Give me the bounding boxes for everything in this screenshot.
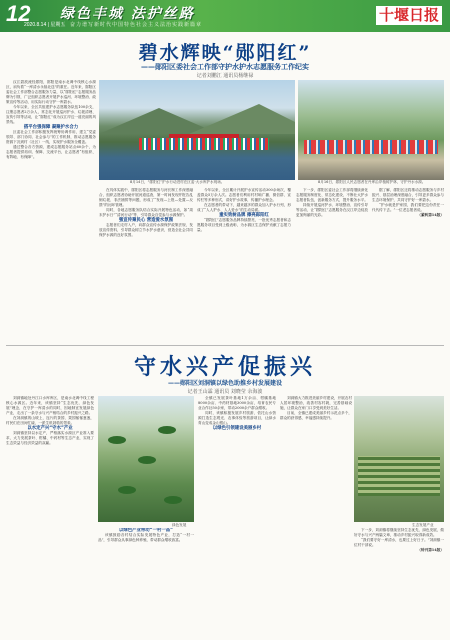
continued-note: （转刊第14版） [417,548,444,552]
paragraph: 刘洞镇地处丹江口水库库区，是南水北调中线工程核心水源区。近年来，该镇坚持“生态优先、绿色发展”理念，在守护一库清水的同时，因地制宜发展绿色产业，走出了一条守水与兴产相结合的乡村振兴之路。 [6,396,94,415]
paragraph: “郧阳红”志愿服务品牌持续擦亮，一批优秀志愿者和志愿服务项目受到上级表彰，为水源区生态保护贡献了志愿力量。 [197,218,291,232]
paragraph: 该镇鼓励各村结合实际发展特色产业，打造“一村一品”，引导群众从事绿色种养殖，带动群众增收致富。 [98,533,194,542]
story2-field-photo [354,396,444,522]
paragraph: 同时，该镇积极发展乡村旅游，依托山水资源打造生态观光、农事体验等旅游项目，让绿水青山变成金山银山。 [198,411,276,425]
continued-note: （紧转第14版） [417,213,444,217]
story1-column-b [99,188,193,342]
story1-side-photo [298,80,444,180]
story1-column-d [296,188,368,342]
paragraph: 在具体实践中，郧阳区将志愿服务与河长制工作深度融合，组织志愿者协助开展河道巡查，第一时间发现并报告乱倒垃圾、非法捕捞等问题，形成了“发现—上报—处置—反馈”的闭环管理。 [99,188,193,207]
section-heading: 重实效树品牌 擦亮郧阳红 [219,213,269,218]
paragraph: 汉江碧波流经郧阳，郧阳是南水北调中线核心水源区，肩负着“一库清水永续北送”的重任。近年来，郧阳区委社会工作部整合志愿服务力量，以“郧阳红”志愿服务品牌为引领，广泛组织志愿者开展护水巡河、环境整治、政策宣传等活动，用实际行动守护一库碧水。 [6,80,96,104]
story2-column-i [280,396,352,636]
paragraph: 下一步，郧阳区委社会工作部将继续深化志愿服务制度化、常态化建设，不断壮大护水志愿者队伍，创新服务方式，提升服务水平。 [296,188,368,202]
section-heading: 以水定产兴“守水”产业 [27,426,73,431]
volunteer-group [139,138,269,150]
photo-caption-right-2: 生态发展产业 [412,523,434,527]
section-heading: 以绿色引领建设美丽乡村 [212,426,262,431]
crop-rows [358,456,440,496]
paragraph: 目前，全镇已建成美丽乡村示范点多个，群众的获得感、幸福感持续提升。 [280,411,352,420]
masthead-banner [0,0,450,32]
paragraph: 通过整合各方资源，建成志愿服务站点60余个，为志愿者提供培训、保障、交流平台，让志愿者“有组织、有阵地、有保障”。 [6,145,96,159]
paragraph: 志愿者们走村入户，向群众宣传水源保护政策法规，发放宣传资料，引导群众树立节水护水意识，营造全社会共同保护水源的良好氛围。 [99,223,193,237]
story2-column-j [354,528,444,636]
story-divider [6,345,444,346]
paragraph: 刘洞镇坚持以水定产，严格落实水源区产业准入要求，大力发展茶叶、柑橘、中药材等生态产业，实现了生态效益与经济效益的双赢。 [6,431,94,445]
paragraph: 在志愿者的带动下，越来越多的群众加入护水行列，形成了“人人护水、人人爱水”的生动局面。 [197,203,291,212]
photo-caption-right: 8月16日，郧阳区人民志愿者在丹库沿岸植树护林，守护丹水水源。 [318,180,426,184]
paragraph: 同时，各地志愿服务队结合实际开展特色活动，如“周末护水日”“清河行动”等，引导群众自觉参与水源保护。 [99,208,193,217]
paragraph: “护水就是护家园，我们要把这份责任一代代传下去。”一位老志愿者说。 [372,203,444,212]
story1-main-photo [99,80,295,180]
paragraph: 在刘洞镇的山坡上，连片的茶园、果园郁郁葱葱，村民们在田间忙碌，一派生机勃勃的景象。 [6,416,94,425]
story1-headline: 碧水辉映“郧阳红” [138,42,312,64]
section-slogan: 绿色丰城 法护丝路 [60,6,195,22]
story2-subheadline: ——郧阳区刘洞镇以绿色助推乡村发展建设 [167,380,282,387]
paragraph: 据了解，郧阳区还将推动志愿服务与乡村振兴、基层治理深度融合，引导更多群众参与生态环境保护，共同守护好一库碧水。 [372,188,444,202]
story1-column-e [372,188,444,342]
story2-headline: 守水兴产促振兴 [133,354,316,380]
story2-column-h [198,396,276,636]
section-heading: 强宣传聚民心 营造爱水氛围 [118,218,174,223]
volunteer-group [304,140,438,154]
paragraph: 今年以来，全区累计开展护水宣传活动300余场次，覆盖群众5万余人次。志愿者们利用村村响广播、微信群、宣传栏等多种形式，讲好护水故事，传播护水理念。 [197,188,291,202]
paragraph: “我们要守好一库清水，也要过上好日子。”刘洞镇一位村干部说。 [354,538,444,547]
paragraph: 下一步，刘洞镇将继续坚持生态优先、绿色发展，做好守水与兴产两篇文章，推动乡村振兴取得新成效。 [354,528,444,537]
section-heading: 搭平台强保障 凝聚护水合力 [23,125,79,130]
section-heading: 以绿色产业带动“一村一品” [118,528,174,533]
paragraph: 刘洞镇大力推进美丽乡村建设，开展农村人居环境整治，改善村容村貌，完善基础设施，让群众在家门口享受到美好生活。 [280,396,352,410]
paragraph: 今年以来，全区共组建护水志愿服务队伍100余支，注册志愿者2万余人，常态化开展巡河护水、垃圾清理、宣传引导等活动，让“郧阳红”成为汉江岸边一道亮丽的风景线。 [6,105,96,124]
story1-column-a [6,80,96,342]
story1-byline: 记者刘鹏江 通讯员杨继禄 [196,73,254,79]
paragraph: 持续开展巡河护水、环境整治、宣传引导等活动，让“郧阳红”志愿服务在汉江岸边绽放更加绚丽的光彩。 [296,203,368,217]
paragraph: 全镇已发展茶叶基地1万余亩、柑橘基地8000余亩、中药材基地3000余亩，培育农民专业合作社50余家，带动2000余户群众增收。 [198,396,276,410]
paragraph: 区委社会工作部积极发挥统筹协调作用，建立“党委领导、部门协同、社会参与”的工作机制，推动志愿服务资源下沉到村（社区）一线，实现护水服务全覆盖。 [6,130,96,144]
story1-column-c [197,188,291,342]
story1-subheadline: ——郧阳区委社会工作部守护水护水志愿服务工作纪实 [141,63,309,71]
paper-logo: 十堰日报 [376,6,442,25]
photo-caption-left: 8月14日，“郧阳红”护水行动进村在区委·大水库护水现场。 [130,180,225,184]
story2-column-f [6,396,94,636]
section-sub-slogan: 奋力谱写新时代中国特色社会主义法治实践新篇章 [70,22,203,28]
page-number: 12 [6,1,31,26]
story2-plant-photo [98,396,194,522]
story2-byline: 记者王山霖 通讯员 刘晓莹 余海波 [187,389,263,395]
story2-column-g [98,528,194,636]
photo-caption-mid: 绿色发展 [172,523,187,527]
issue-date: 2020.8.14 | 星期五 [24,22,66,28]
